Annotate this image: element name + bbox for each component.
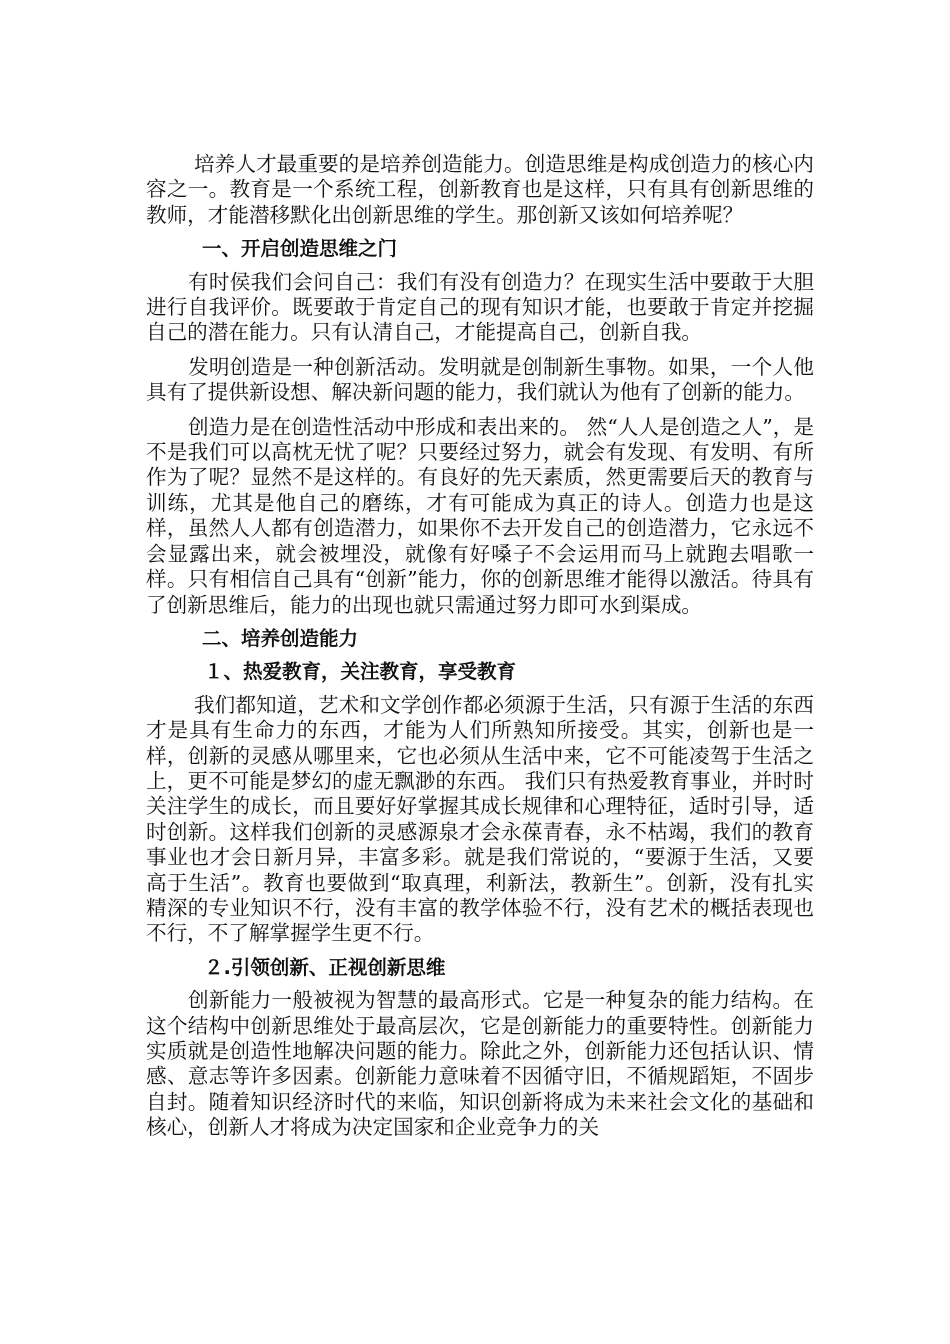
document-body [146,152,814,1141]
intro-paragraph: 培养人才最重要的是培养创造能力。创造思维是构成创造力的核心内容之一。教育是一个系统工程，创新教育也是这样，只有具有创新思维的教师，才能潜移默化出创新思维的学生。那创新又该如何培养呢？ [146,152,814,227]
section-heading-1: 一、开启创造思维之门 [202,237,398,261]
subsection-heading-2: ２.引领创新、正视创新思维 [204,955,446,979]
paragraph-invention: 发明创造是一种创新活动。发明就是创制新生事物。如果，一个人他具有了提供新设想、解决新问题的能力，我们就认为他有了创新的能力。 [146,354,814,405]
section-heading-2: 二、培养创造能力 [202,626,359,650]
paragraph-love-education: 我们都知道，艺术和文学创作都必须源于生活，只有源于生活的东西才是具有生命力的东西，才能为人们所熟知所接受。其实，创新也是一样，创新的灵感从哪里来，它也必须从生活中来，它不可能凌驾于生活之上，更不可能是梦幻的虚无飘渺的东西。 我们只有热爱教育事业，并时时关注学生的成长，而且要好好掌握其成长规律和心理特征，适时引导，适时创新。这样我们创新的灵感源泉才会永葆青春，永不枯竭，我们的教育事业也才会日新月异，丰富多彩。就是我们常说的，“要源于生活，又要高于生活”。教育也要做到“取真理，利新法，教新生”。创新，没有扎实精深的专业知识不行，没有丰富的教学体验不行，没有艺术的概括表现也不行，不了解掌握学生更不行。 [146,692,814,946]
paragraph-creativity: 创造力是在创造性活动中形成和表出来的。 然“人人是创造之人”，是不是我们可以高枕无忧了呢？只要经过努力，就会有发现、有发明、有所作为了呢？显然不是这样的。有良好的先天素质，然更需要后天的教育与训练，尤其是他自己的磨练，才有可能成为真正的诗人。创造力也是这样，虽然人人都有创造潜力，如果你不去开发自己的创造潜力，它永远不会显露出来，就会被埋没，就像有好嗓子不会运用而马上就跑去唱歌一样。只有相信自己具有“创新”能力，你的创新思维才能得以激活。待具有了创新思维后，能力的出现也就只需通过努力即可水到渠成。 [146,414,814,617]
paragraph-self-assessment: 有时侯我们会问自己：我们有没有创造力？在现实生活中要敢于大胆进行自我评价。既要敢于肯定自己的现有知识才能，也要敢于肯定并挖掘自己的潜在能力。只有认清自己，才能提高自己，创新自我。 [146,269,814,345]
subsection-heading-1: １、热爱教育，关注教育，享受教育 [204,660,517,684]
paragraph-innovation-ability: 创新能力一般被视为智慧的最高形式。它是一种复杂的能力结构。在这个结构中创新思维处于最高层次，它是创新能力的重要特性。创新能力实质就是创造性地解决问题的能力。除此之外，创新能力还包括认识、情感、意志等许多因素。创新能力意味着不因循守旧，不循规蹈矩，不固步自封。随着知识经济时代的来临，知识创新将成为未来社会文化的基础和核心，创新人才将成为决定国家和企业竞争力的关 [146,988,814,1140]
